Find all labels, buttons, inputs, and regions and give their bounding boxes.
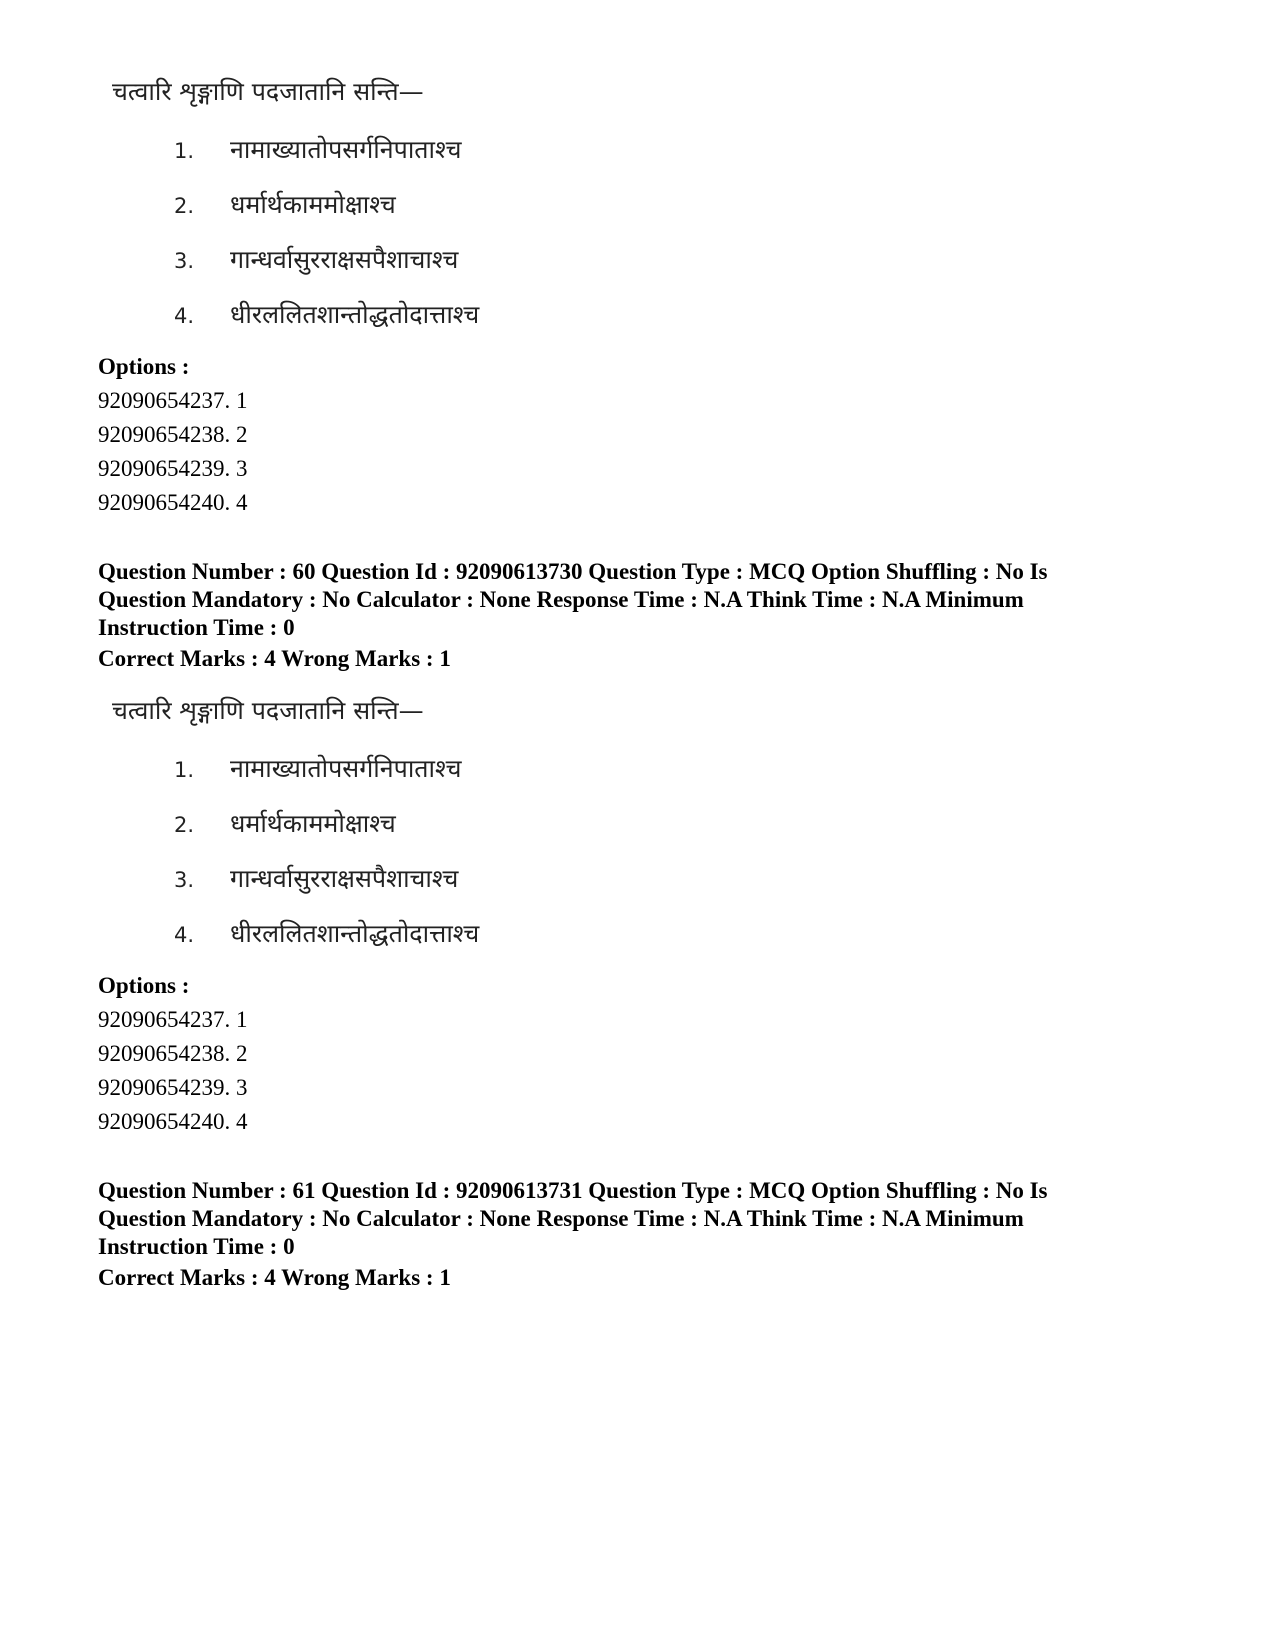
question-meta <box>98 1177 1178 1261</box>
option-item: 92090654239. 3 <box>98 456 248 481</box>
item-number: 4. <box>174 304 195 328</box>
question-image <box>98 693 568 963</box>
item-number: 1. <box>174 758 195 782</box>
question-item <box>174 187 396 221</box>
question-item <box>174 806 396 840</box>
meta-line: Instruction Time : 0 <box>98 1234 295 1259</box>
marks-line: Correct Marks : 4 Wrong Marks : 1 <box>98 1265 451 1290</box>
item-text: धर्मार्थकाममोक्षाश्च <box>230 190 396 219</box>
option-item: 92090654237. 1 <box>98 388 248 413</box>
marks-line: Correct Marks : 4 Wrong Marks : 1 <box>98 646 451 671</box>
meta-line: Question Number : 61 Question Id : 92090613731 Question Type : MCQ Option Shuffling : No Is <box>98 1178 1048 1203</box>
item-number: 2. <box>174 813 195 837</box>
meta-line: Question Mandatory : No Calculator : None Response Time : N.A Think Time : N.A Minimum <box>98 1206 1024 1231</box>
options-list <box>98 350 248 520</box>
options-label: Options : <box>98 354 190 379</box>
item-text: गान्धर्वासुरराक्षसपैशाचाश्च <box>230 245 459 274</box>
question-item <box>174 861 458 895</box>
option-item: 92090654240. 4 <box>98 490 248 515</box>
options-list <box>98 969 248 1139</box>
options-label: Options : <box>98 973 190 998</box>
meta-line: Question Number : 60 Question Id : 92090613730 Question Type : MCQ Option Shuffling : No Is <box>98 559 1048 584</box>
item-text: धीरललितशान्तोद्धतोदात्ताश्च <box>230 300 480 329</box>
option-item: 92090654239. 3 <box>98 1075 248 1100</box>
item-number: 3. <box>174 868 195 892</box>
item-number: 2. <box>174 194 195 218</box>
question-item <box>174 297 479 331</box>
option-item: 92090654240. 4 <box>98 1109 248 1134</box>
question-meta <box>98 558 1178 642</box>
item-number: 1. <box>174 139 195 163</box>
question-item <box>174 916 479 950</box>
item-text: नामाख्यातोपसर्गनिपाताश्च <box>230 135 462 164</box>
item-number: 4. <box>174 923 195 947</box>
question-item <box>174 132 462 166</box>
item-text: नामाख्यातोपसर्गनिपाताश्च <box>230 754 462 783</box>
meta-line: Question Mandatory : No Calculator : None Response Time : N.A Think Time : N.A Minimum <box>98 587 1024 612</box>
item-number: 3. <box>174 249 195 273</box>
question-item <box>174 242 458 276</box>
question-stem: चत्वारि शृङ्गाणि पदजातानि सन्ति— <box>112 696 424 725</box>
option-item: 92090654238. 2 <box>98 422 248 447</box>
item-text: धीरललितशान्तोद्धतोदात्ताश्च <box>230 919 480 948</box>
question-item <box>174 751 462 785</box>
item-text: गान्धर्वासुरराक्षसपैशाचाश्च <box>230 864 459 893</box>
item-text: धर्मार्थकाममोक्षाश्च <box>230 809 396 838</box>
meta-line: Instruction Time : 0 <box>98 615 295 640</box>
option-item: 92090654238. 2 <box>98 1041 248 1066</box>
question-stem: चत्वारि शृङ्गाणि पदजातानि सन्ति— <box>112 77 424 106</box>
question-image <box>98 74 568 344</box>
option-item: 92090654237. 1 <box>98 1007 248 1032</box>
